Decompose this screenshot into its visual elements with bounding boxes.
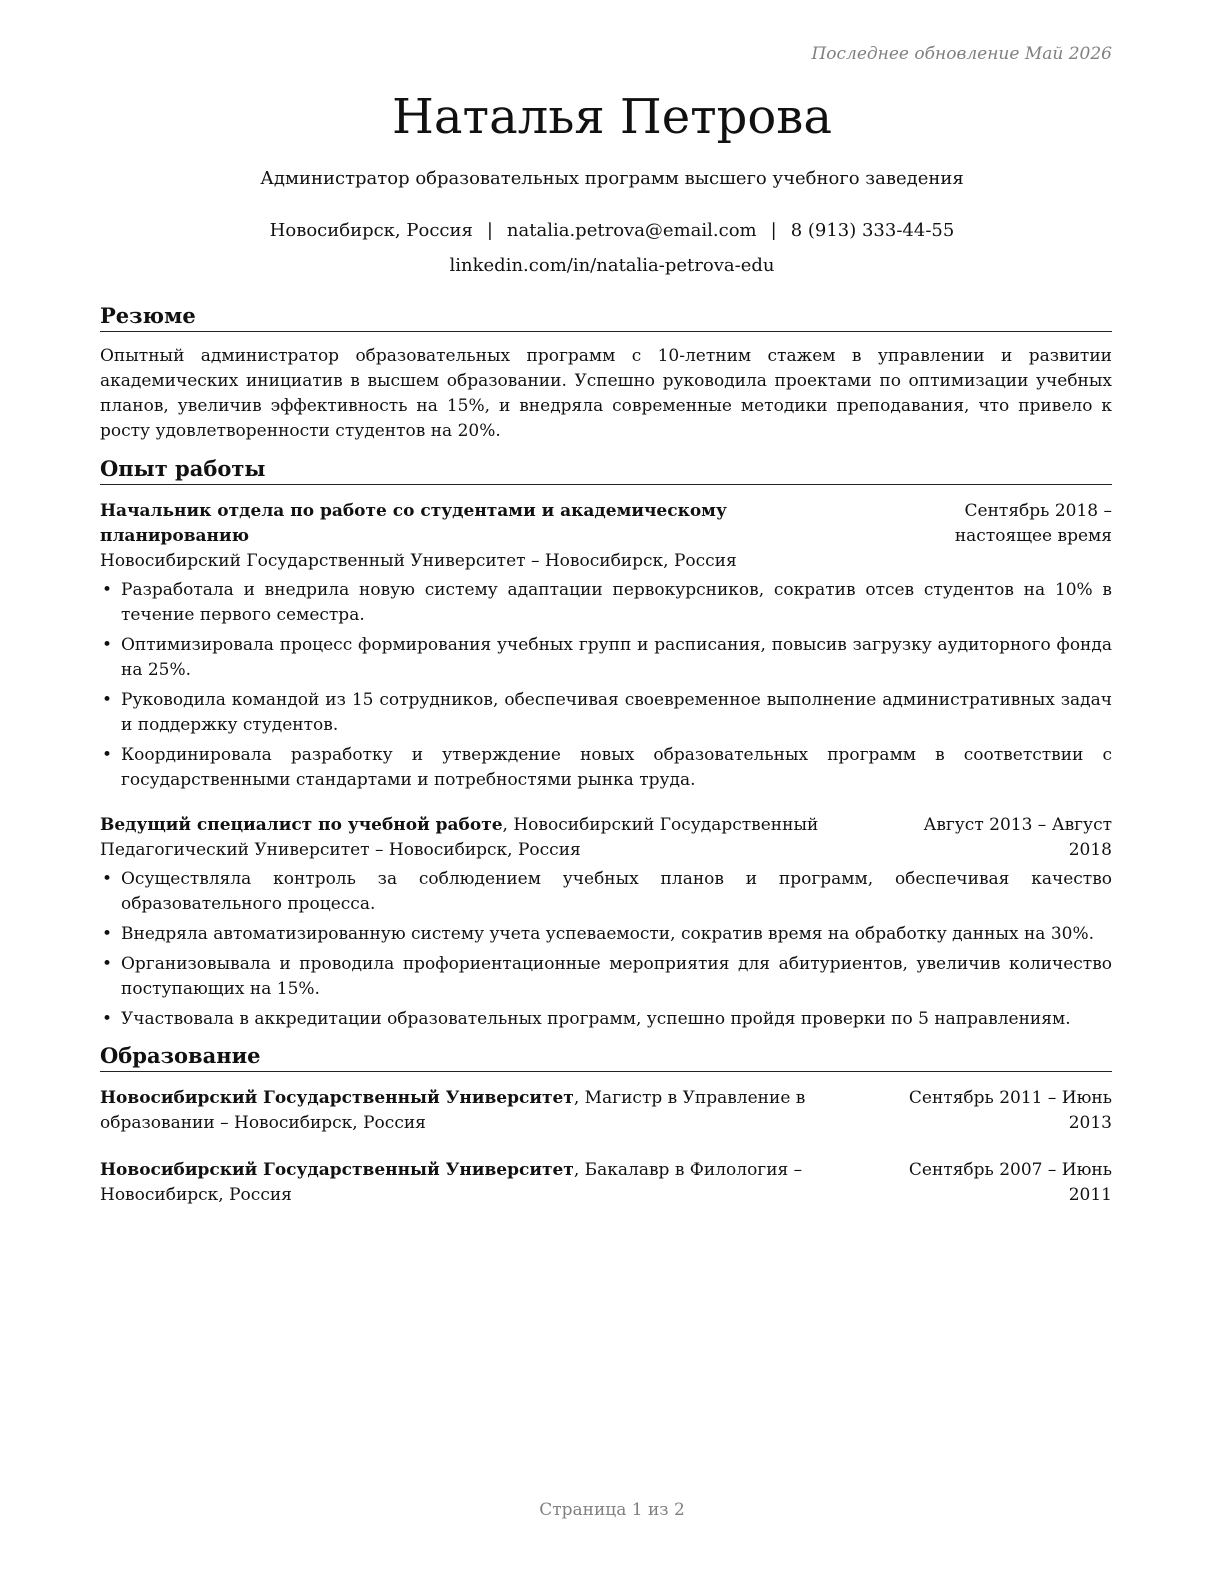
job-achievements: [100, 867, 1112, 1032]
last-updated: Последнее обновление Май 2026: [811, 44, 1112, 64]
linkedin-link[interactable]: linkedin.com/in/natalia-petrova-edu: [449, 255, 775, 276]
phone: 8 (913) 333-44-55: [790, 220, 955, 241]
contact-line: [0, 218, 1224, 244]
candidate-name: Наталья Петрова: [392, 89, 832, 145]
bullet-icon: •: [102, 745, 113, 765]
list-item: • Координировала разработку и утверждение новых образовательных программ в соответствии с государственными стандартами и потребностями рынка труда.: [102, 745, 1112, 790]
edu-details: Бакалавр в Филология – Новосибирск, Россия: [100, 1160, 803, 1205]
job-employer: Новосибирский Государственный Педагогический Университет – Новосибирск, Россия: [100, 815, 819, 860]
edu-dates: Сентябрь 2011 – Июнь 2013: [908, 1088, 1112, 1133]
job-position: Ведущий специалист по учебной работе: [100, 815, 503, 835]
job-dates: Сентябрь 2018 – настоящее время: [954, 501, 1112, 546]
section-title-education: Образование: [100, 1042, 1112, 1072]
candidate-title: Администратор образовательных программ высшего учебного заведения: [260, 168, 964, 189]
summary-text: Опытный администратор образовательных программ с 10-летним стажем в управлении и развитии академических инициатив в высшем образовании. Успешно руководила проектами по оптимизации учебных планов, увеличив эффективность на 15%, и внедряла современные методики преподавания, что привело к росту удовлетворенности студентов на 20%.: [100, 346, 1112, 441]
section-title-experience: Опыт работы: [100, 455, 1112, 485]
job-entry: [100, 499, 1112, 793]
education-entry: Новосибирский Государственный Университет, Магистр в Управление в образовании – Новосибирск, Россия Сентябрь 2011 – Июнь 2013: [100, 1086, 1112, 1136]
job-header: Ведущий специалист по учебной работе, Новосибирский Государственный Педагогический Университет – Новосибирск, Россия Август 2013 – Август 2018: [100, 813, 1112, 863]
resume-body: [100, 302, 1112, 1208]
list-item: • Оптимизировала процесс формирования учебных групп и расписания, повысив загрузку аудиторного фонда на 25%.: [102, 635, 1112, 680]
edu-institution: Новосибирский Государственный Университет: [100, 1160, 574, 1180]
edu-dates: Сентябрь 2007 – Июнь 2011: [908, 1160, 1112, 1205]
job-achievements: [100, 578, 1112, 793]
bullet-icon: •: [102, 924, 113, 944]
bullet-icon: •: [102, 580, 113, 600]
list-item: • Внедряла автоматизированную систему учета успеваемости, сократив время на обработку данных на 30%.: [100, 922, 1112, 947]
bullet-icon: •: [102, 869, 113, 889]
job-dates: Август 2013 – Август 2018: [923, 815, 1112, 860]
separator: |: [770, 220, 777, 241]
location: Новосибирск, Россия: [269, 220, 473, 241]
section-title-summary: Резюме: [100, 302, 1112, 332]
bullet-icon: •: [102, 1009, 113, 1029]
education-entry: Новосибирский Государственный Университет, Бакалавр в Филология – Новосибирск, Россия Сентябрь 2007 – Июнь 2011: [100, 1158, 1112, 1208]
job-entry: [100, 813, 1112, 1032]
separator: |: [486, 220, 493, 241]
list-item: • Участвовала в аккредитации образовательных программ, успешно пройдя проверки по 5 направлениям.: [100, 1007, 1112, 1032]
bullet-icon: •: [102, 690, 113, 710]
list-item: • Разработала и внедрила новую систему адаптации первокурсников, сократив отсев студентов на 10% в течение первого семестра.: [102, 580, 1112, 625]
list-item: • Организовывала и проводила профориентационные мероприятия для абитуриентов, увеличив количество поступающих на 15%.: [102, 954, 1112, 999]
edu-details: Магистр в Управление в образовании – Новосибирск, Россия: [100, 1088, 806, 1133]
list-item: • Руководила командой из 15 сотрудников, обеспечивая своевременное выполнение административных задач и поддержку студентов.: [102, 690, 1112, 735]
bullet-icon: •: [102, 954, 113, 974]
bullet-icon: •: [102, 635, 113, 655]
edu-institution: Новосибирский Государственный Университет: [100, 1088, 574, 1108]
page-number: Страница 1 из 2: [539, 1500, 685, 1520]
email-link[interactable]: natalia.petrova@email.com: [506, 220, 757, 241]
job-employer: Новосибирский Государственный Университет – Новосибирск, Россия: [100, 551, 737, 571]
job-position: Начальник отдела по работе со студентами и академическому планированию: [100, 501, 727, 546]
list-item: • Осуществляла контроль за соблюдением учебных планов и программ, обеспечивая качество образовательного процесса.: [102, 869, 1112, 914]
job-header: [100, 499, 1112, 574]
